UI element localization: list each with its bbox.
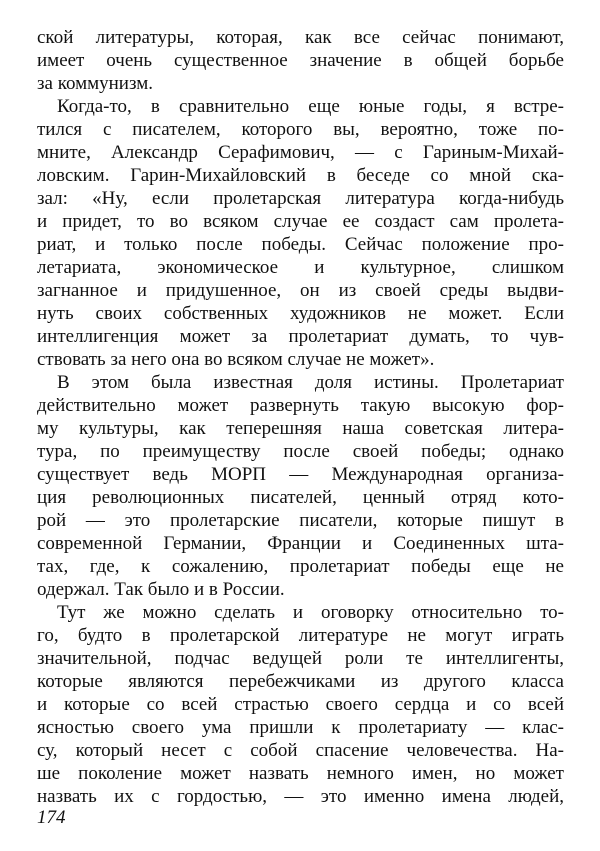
text-line: риат, и только после победы. Сейчас положение про-: [37, 234, 564, 255]
paragraph: [37, 371, 564, 601]
paragraph: [37, 26, 564, 95]
text-line: тился с писателем, которого вы, вероятно, тоже по-: [37, 119, 564, 140]
text-line: загнанное и придушенное, он из своей среды выдви-: [37, 280, 564, 301]
text-line: ской литературы, которая, как все сейчас понимают,: [37, 27, 564, 48]
text-line: В этом была известная доля истины. Пролетариат: [57, 372, 564, 393]
text-line: рой — это пролетарские писатели, которые пишут в: [37, 510, 564, 531]
text-line: одержал. Так было и в России.: [37, 579, 285, 600]
text-line: зал: «Ну, если пролетарская литература когда-нибудь: [37, 188, 564, 209]
text-line: интеллигенция может за пролетариат думать, то чув-: [37, 326, 564, 347]
text-line: тура, по преимуществу после своей победы; однако: [37, 441, 564, 462]
text-line: имеет очень существенное значение в общей борьбе: [37, 50, 564, 71]
text-line: ясностью своего ума пришли к пролетариату — клас-: [37, 717, 564, 738]
text-line: которые являются перебежчиками из другого класса: [37, 671, 564, 692]
text-line: ше поколение может назвать немного имен, но может: [37, 763, 564, 784]
page-number: 174: [37, 807, 66, 828]
page-text: [37, 26, 564, 808]
text-line: ловским. Гарин-Михайловский в беседе со мной ска-: [37, 165, 564, 186]
paragraph: [37, 95, 564, 371]
text-line: современной Германии, Франции и Соединенных шта-: [37, 533, 564, 554]
text-line: му культуры, как теперешняя наша советская литера-: [37, 418, 564, 439]
text-line: су, который несет с собой спасение человечества. На-: [37, 740, 564, 761]
text-line: ция революционных писателей, ценный отряд кото-: [37, 487, 564, 508]
text-line: Тут же можно сделать и оговорку относительно то-: [57, 602, 564, 623]
text-line: ствовать за него она во всяком случае не может».: [37, 349, 435, 370]
text-line: мните, Александр Серафимович, — с Гариным-Михай-: [37, 142, 564, 163]
text-line: тах, где, к сожалению, пролетариат победы еще не: [37, 556, 564, 577]
text-line: назвать их с гордостью, — это именно имена людей,: [37, 786, 564, 807]
text-line: летариата, экономическое и культурное, слишком: [37, 257, 564, 278]
text-line: за коммунизм.: [37, 73, 153, 94]
text-line: значительной, подчас ведущей роли те интеллигенты,: [37, 648, 564, 669]
text-line: и придет, то во всяком случае ее создаст сам пролета-: [37, 211, 564, 232]
text-line: нуть своих собственных художников не может. Если: [37, 303, 564, 324]
paragraph: [37, 601, 564, 808]
text-line: и которые со всей страстью своего сердца и со всей: [37, 694, 564, 715]
text-line: действительно может развернуть такую высокую фор-: [37, 395, 564, 416]
text-line: го, будто в пролетарской литературе не могут играть: [37, 625, 564, 646]
text-line: существует ведь МОРП — Международная организа-: [37, 464, 564, 485]
text-line: Когда-то, в сравнительно еще юные годы, я встре-: [57, 96, 564, 117]
